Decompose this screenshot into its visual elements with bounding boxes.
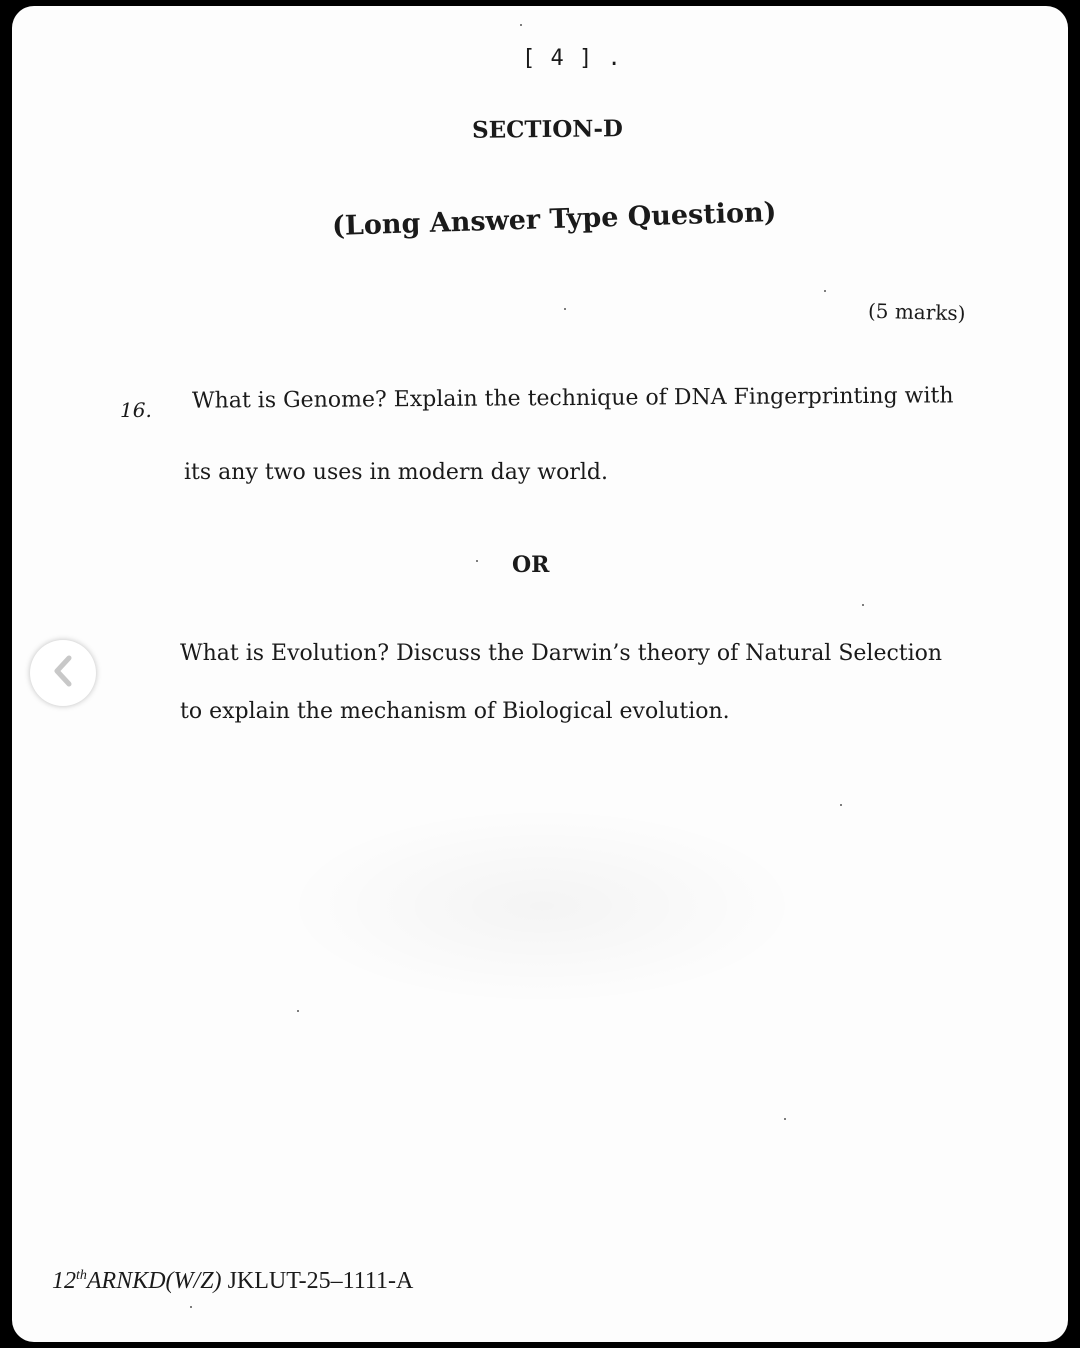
question-text-line-2: its any two uses in modern day world.: [184, 460, 608, 485]
chevron-left-icon: [50, 654, 76, 692]
paper-speck: [824, 290, 826, 292]
paper-code: [52, 1268, 413, 1295]
document-page: [12, 6, 1068, 1342]
marks-label: (5 marks): [867, 298, 966, 326]
section-title: SECTION-D: [471, 115, 624, 144]
paper-code-rest: JKLUT-25–1111-A: [221, 1268, 414, 1294]
paper-speck: [190, 1306, 192, 1308]
section-subtitle: (Long Answer Type Question): [331, 197, 777, 242]
paper-speck: [520, 24, 522, 26]
paper-speck: [564, 308, 566, 310]
page-number: [ 4 ] .: [522, 46, 622, 71]
paper-smudge: [282, 806, 802, 1006]
paper-speck: [476, 560, 478, 562]
paper-speck: [862, 604, 864, 606]
paper-code-main: ARNKD(W/Z): [86, 1268, 222, 1294]
previous-image-button[interactable]: [30, 640, 96, 706]
paper-code-prefix: 12: [52, 1268, 76, 1294]
paper-code-superscript: th: [76, 1268, 87, 1283]
question-text-line-1: What is Genome? Explain the technique of DNA Fingerprinting with: [191, 383, 954, 414]
alternative-question-line-2: to explain the mechanism of Biological evolution.: [180, 699, 730, 724]
paper-speck: [840, 804, 842, 806]
or-separator: OR: [512, 552, 550, 578]
question-number: 16.: [120, 398, 152, 422]
paper-speck: [784, 1118, 786, 1120]
paper-speck: [297, 1010, 299, 1012]
alternative-question-line-1: What is Evolution? Discuss the Darwin’s theory of Natural Selection: [180, 641, 943, 666]
